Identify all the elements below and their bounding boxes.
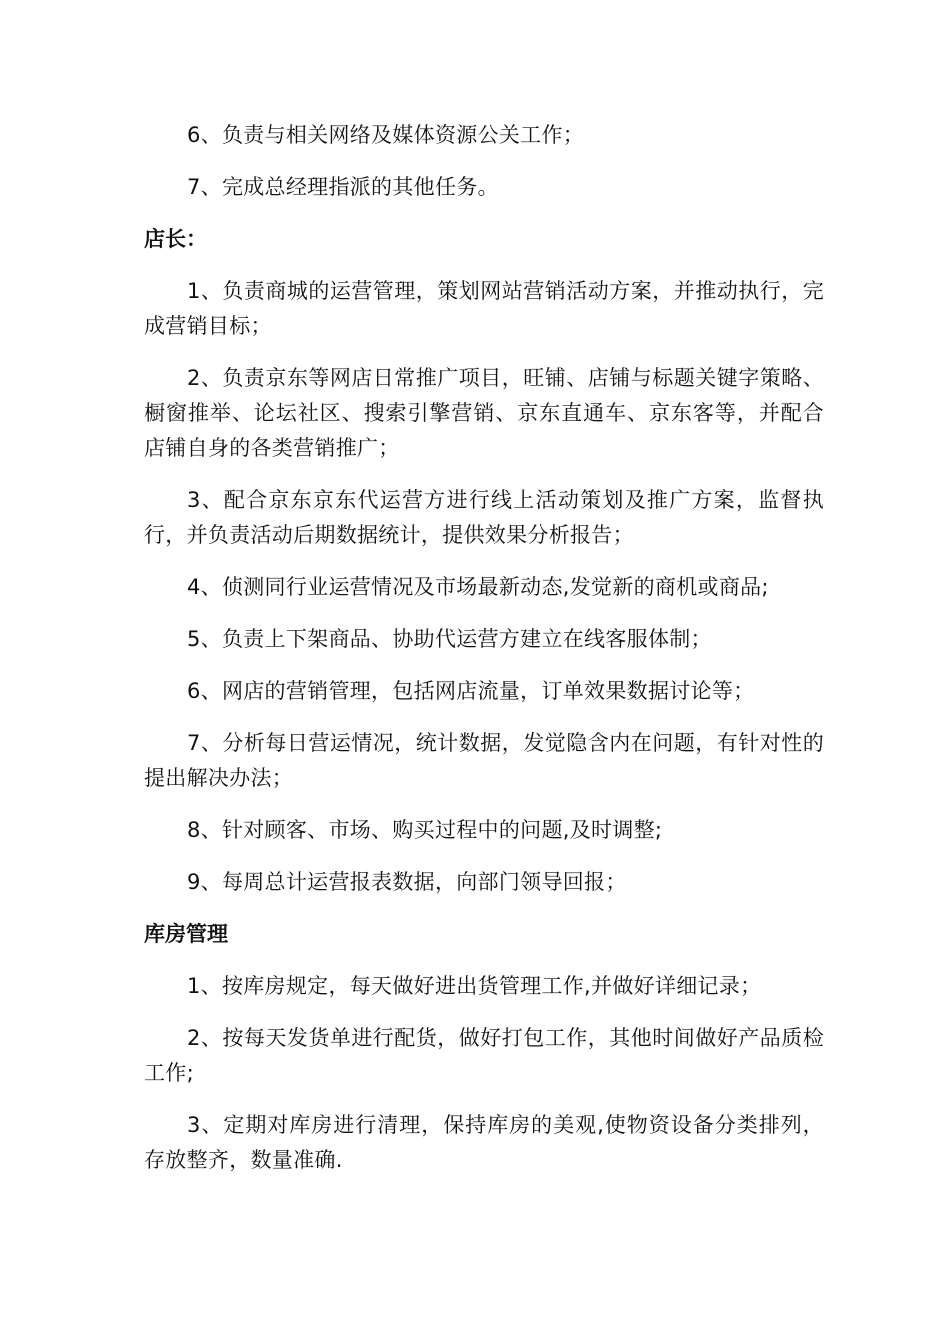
- list-item: 6、网店的营销管理，包括网店流量，订单效果数据讨论等；: [187, 679, 755, 703]
- list-item: 8、针对顾客、市场、购买过程中的问题,及时调整;: [187, 818, 663, 842]
- list-item: 7、完成总经理指派的其他任务。: [187, 175, 499, 199]
- list-item: 5、负责上下架商品、协助代运营方建立在线客服体制；: [187, 627, 712, 651]
- list-item: 9、每周总计运营报表数据，向部门领导回报；: [187, 870, 627, 894]
- list-item: 2、按每天发货单进行配货，做好打包工作，其他时间做好产品质检工作;: [144, 1026, 824, 1085]
- list-item: 3、配合京东京东代运营方进行线上活动策划及推广方案，监督执行，并负责活动后期数据统计，提供效果分析报告；: [144, 488, 824, 547]
- document-body: [144, 118, 824, 1195]
- list-item: 2、负责京东等网店日常推广项目，旺铺、店铺与标题关键字策略、橱窗推举、论坛社区、搜索引擎营销、京东直通车、京东客等，并配合店铺自身的各类营销推广；: [144, 366, 824, 460]
- section-heading-warehouse: 库房管理: [144, 922, 228, 946]
- list-item: 7、分析每日营运情况，统计数据，发觉隐含内在问题，有针对性的提出解决办法；: [144, 731, 824, 790]
- section-heading-store-manager: 店长：: [144, 227, 207, 251]
- list-item: 3、定期对库房进行清理，保持库房的美观,使物资设备分类排列，存放整齐，数量准确.: [144, 1113, 824, 1172]
- list-item: 4、侦测同行业运营情况及市场最新动态,发觉新的商机或商品;: [187, 575, 769, 599]
- list-item: 1、按库房规定，每天做好进出货管理工作,并做好详细记录；: [187, 974, 762, 998]
- list-item: 6、负责与相关网络及媒体资源公关工作；: [187, 123, 585, 147]
- list-item: 1、负责商城的运营管理，策划网站营销活动方案，并推动执行，完成营销目标；: [144, 279, 824, 338]
